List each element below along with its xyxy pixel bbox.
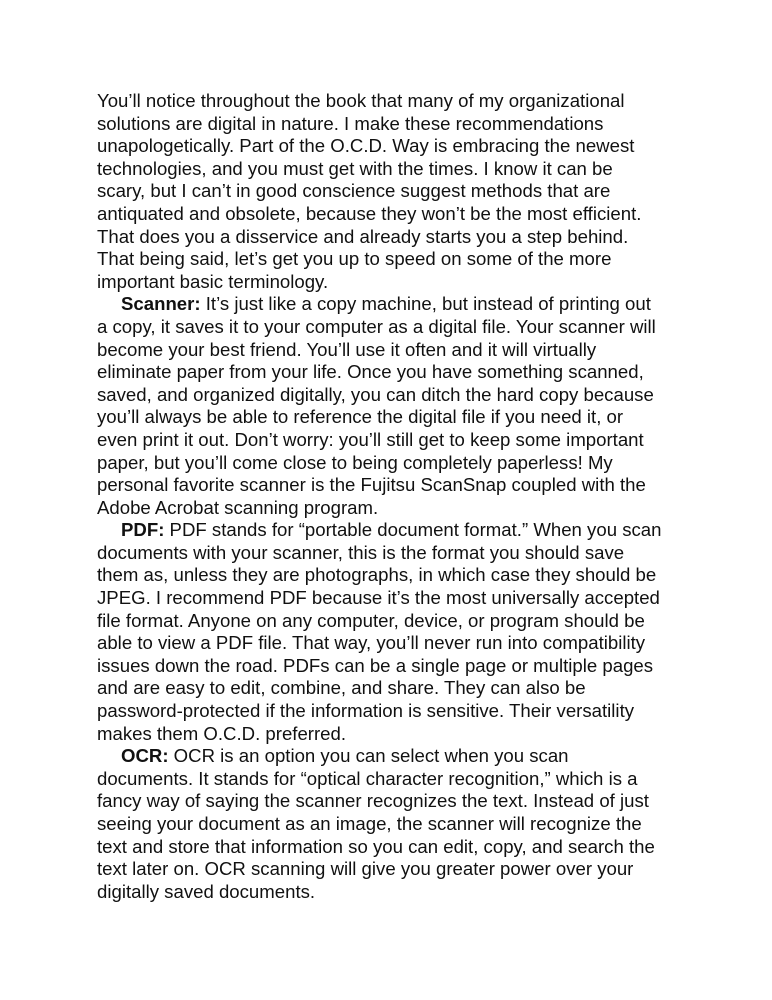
scanner-paragraph <box>97 293 677 519</box>
text-line: You’ll notice throughout the book that many of my organizational <box>97 90 625 111</box>
text-line: makes them O.C.D. preferred. <box>97 722 347 744</box>
text-line: eliminate paper from your life. Once you have something scanned, <box>97 361 644 383</box>
ocr-term: OCR: <box>121 745 169 767</box>
text-line: them as, unless they are photographs, in which case they should be <box>97 564 657 586</box>
text-line: issues down the road. PDFs can be a single page or multiple pages <box>97 654 654 676</box>
text-line: That being said, let’s get you up to speed on some of the more <box>97 248 612 270</box>
text-line: even print it out. Don’t worry: you’ll still get to keep some important <box>97 428 644 450</box>
text-line: Adobe Acrobat scanning program. <box>97 496 379 518</box>
ocr-paragraph <box>97 745 677 903</box>
text-line: unapologetically. Part of the O.C.D. Way is embracing the newest <box>97 135 635 157</box>
pdf-term: PDF: <box>121 519 165 541</box>
text-line: text later on. OCR scanning will give you greater power over your <box>97 858 634 880</box>
text-line: digitally saved documents. <box>97 880 316 902</box>
text-line: antiquated and obsolete, because they won’t be the most efficient. <box>97 202 642 224</box>
text-line: a copy, it saves it to your computer as a digital file. Your scanner will <box>97 315 656 337</box>
body-text <box>97 90 677 903</box>
text-line: personal favorite scanner is the Fujitsu ScanSnap coupled with the <box>97 474 646 496</box>
text-line: password-protected if the information is sensitive. Their versatility <box>97 700 635 722</box>
text-line: able to view a PDF file. That way, you’ll never run into compatibility <box>97 632 646 654</box>
scanner-term: Scanner: <box>121 293 201 315</box>
text-line: fancy way of saying the scanner recognizes the text. Instead of just <box>97 790 649 812</box>
text-line: scary, but I can’t in good conscience suggest methods that are <box>97 180 611 202</box>
ocr-definition-start: OCR is an option you can select when you scan <box>168 745 569 767</box>
text-line <box>97 519 677 542</box>
text-line <box>97 745 677 768</box>
text-line: solutions are digital in nature. I make these recommendations <box>97 112 604 134</box>
text-line: technologies, and you must get with the times. I know it can be <box>97 157 613 179</box>
text-line: JPEG. I recommend PDF because it’s the most universally accepted <box>97 587 660 609</box>
scanner-definition-start: It’s just like a copy machine, but instead of printing out <box>200 293 651 315</box>
text-line: saved, and organized digitally, you can ditch the hard copy because <box>97 383 654 405</box>
text-line: file format. Anyone on any computer, device, or program should be <box>97 609 645 631</box>
pdf-definition-start: PDF stands for “portable document format.” When you scan <box>164 519 662 541</box>
text-line: and are easy to edit, combine, and share. They can also be <box>97 677 586 699</box>
text-line: That does you a disservice and already starts you a step behind. <box>97 225 629 247</box>
text-line: documents. It stands for “optical character recognition,” which is a <box>97 767 638 789</box>
text-line: paper, but you’ll come close to being completely paperless! My <box>97 451 613 473</box>
pdf-paragraph <box>97 519 677 745</box>
intro-paragraph <box>97 90 677 293</box>
text-line: text and store that information so you can edit, copy, and search the <box>97 835 655 857</box>
text-line <box>97 293 677 316</box>
text-line: important basic terminology. <box>97 270 329 292</box>
text-line: documents with your scanner, this is the format you should save <box>97 541 625 563</box>
text-line: you’ll always be able to reference the digital file if you need it, or <box>97 406 624 428</box>
text-line: become your best friend. You’ll use it often and it will virtually <box>97 338 597 360</box>
text-line: seeing your document as an image, the scanner will recognize the <box>97 813 642 834</box>
